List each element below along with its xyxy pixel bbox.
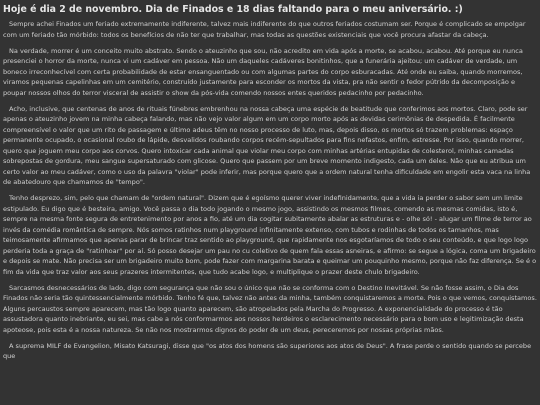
paragraph-3: Acho, inclusive, que centenas de anos de rituais fúnebres embrenhou na nossa cabeça uma espécie de beatitude que conferimos aos mortos. Claro, pode ser apenas o ateuzinho jovem na minha cabeça falando, mas não vejo valor algum em um corpo morto após as devidas cerimônias de despedida. É facilmente compreensível o valor que um rito de passagem e último adeus têm no nosso processo de luto, mas, depois disso, os mortos só trazem problemas: espaço permanente ocupado, o ocasional roubo de lápide, desvalidos roubando corpos recém-sepultados para fins nefastos, enfim, estresse. Por isso, quando morrer, quero que joguem meu corpo aos corvos. Quero intoxicar cada animal que violar meu corpo com minhas artérias entupidas de colesterol, minhas camadas sobrepostas de gordura, meu sangue supersaturado com glicose. Quero que passem por um breve momento indigesto, cada um deles. Não que eu atribua um certo valor ao meu cadáver, como o uso da palavra "violar" pode inferir, mas porque quero que a ordem natural tenha dificuldade em engolir esta vaca na linha de abatedouro que chamamos de "tempo". — [3, 104, 531, 186]
paragraph-6: A suprema MILF de Evangelion, Misato Katsuragi, disse que "os atos dos homens são superiores aos atos de Deus". A frase perde o sentido quando se percebe que — [3, 341, 532, 360]
paragraph-5: Sarcasmos desnecessários de lado, digo com segurança que não sou o único que não se conforma com o Destino Inevitável. Se não fosse assim, o Dia dos Finados não seria tão quintessencialmente mórbido. Tenho fé que, talvez não antes da minha, também conquistaremos a morte. Pois o que vemos, conquistamos. Alguns percaustos sempre aparecem, mas tão logo quanto aparecem, são atropelados pela Marcha do Progresso. A exponencialidade do processo é tão assustadora quanto inebriante, eu sei, mas cabe a nós conformarmos aos nossos herdeiros o esclarecimento necessário para o bom uso e legitimização desta apoteose, pois esta é a nossa natureza. Se não nos mostrarmos dignos do poder de um deus, pereceremos por nossas próprias mãos. — [3, 283, 537, 334]
paragraph-2: Na verdade, morrer é um conceito muito abstrato. Sendo o ateuzinho que sou, não acredito em vida após a morte, se acabou, acabou. Até porque eu nunca presenciei o horror da morte, nunca vi um cadáver em pessoa. Não um daqueles cadáveres bonitinhos, que a funerária ajeitou; um cadáver de verdade, um boneco irreconhecível com certa probabilidade de estar ensanguentado ou com algumas partes do corpo esburacadas. Até onde eu saiba, quando morremos, viramos pequenas capelinhas em um cemitério, construído justamente para esconder os mortos da vista, pra não sentir o fedor pútrido da decomposição e poupar nossos olhos do terror visceral de assistir o show da pós-vida comendo nossos entes queridos pedacinho por pedacinho. — [3, 46, 523, 97]
paragraph-1: Sempre achei Finados um feriado extremamente indiferente, talvez mais indiferente do que outros feriados costumam ser. Porque é complicado se empolgar com um feriado tão mórbido: todos os benefícios de não ter que trabalhar, mas todas as questões existenciais que você procura afastar da cabeça. — [3, 20, 526, 39]
paragraph-4: Tenho desprezo, sim, pelo que chamam de "ordem natural". Dizem que é egoísmo querer viver indefinidamente, que a vida ia perder o sabor sem um limite estipulado. Eu digo que é besteira, amigo. Você passa o dia todo jogando o mesmo jogo, assistindo os mesmos filmes, comendo as mesmas comidas, isto é, sempre na mesma fonte segura de entretenimento por anos a fio, até um dia cogitar subitamente abalar as estruturas e - olhe só! - alugar um filme de terror ao invés da comédia romântica de sempre. Nós somos ratinhos num playground infinitamente extenso, com tubos e rodinhas de todos os tamanhos, mas teimosamente afirmamos que apenas parar de brincar traz sentido ao playground, que rapidamente nos esgotaríamos de todo o seu conteúdo, e que logo logo perderia toda a graça de "ratinhoar" por aí. Só posso desejar um pau no cu coletivo de quem fala essas asneiras, e afirmo: se segue a lógica, coma um brigadeiro e depois se mate. Não precisa ser um brigadeiro muito bom, pode fazer com margarina barata e queimar um pouquinho mesmo, porque não faz diferença. Se é o fim da vida que traz valor aos seus prazeres intermitentes, que tudo acabe logo, e multiplique o prazer deste chulo brigadeiro. — [3, 194, 537, 276]
post-title: Hoje é dia 2 de novembro. Dia de Finados e 18 dias faltando para o meu aniversário. :) — [3, 4, 463, 15]
